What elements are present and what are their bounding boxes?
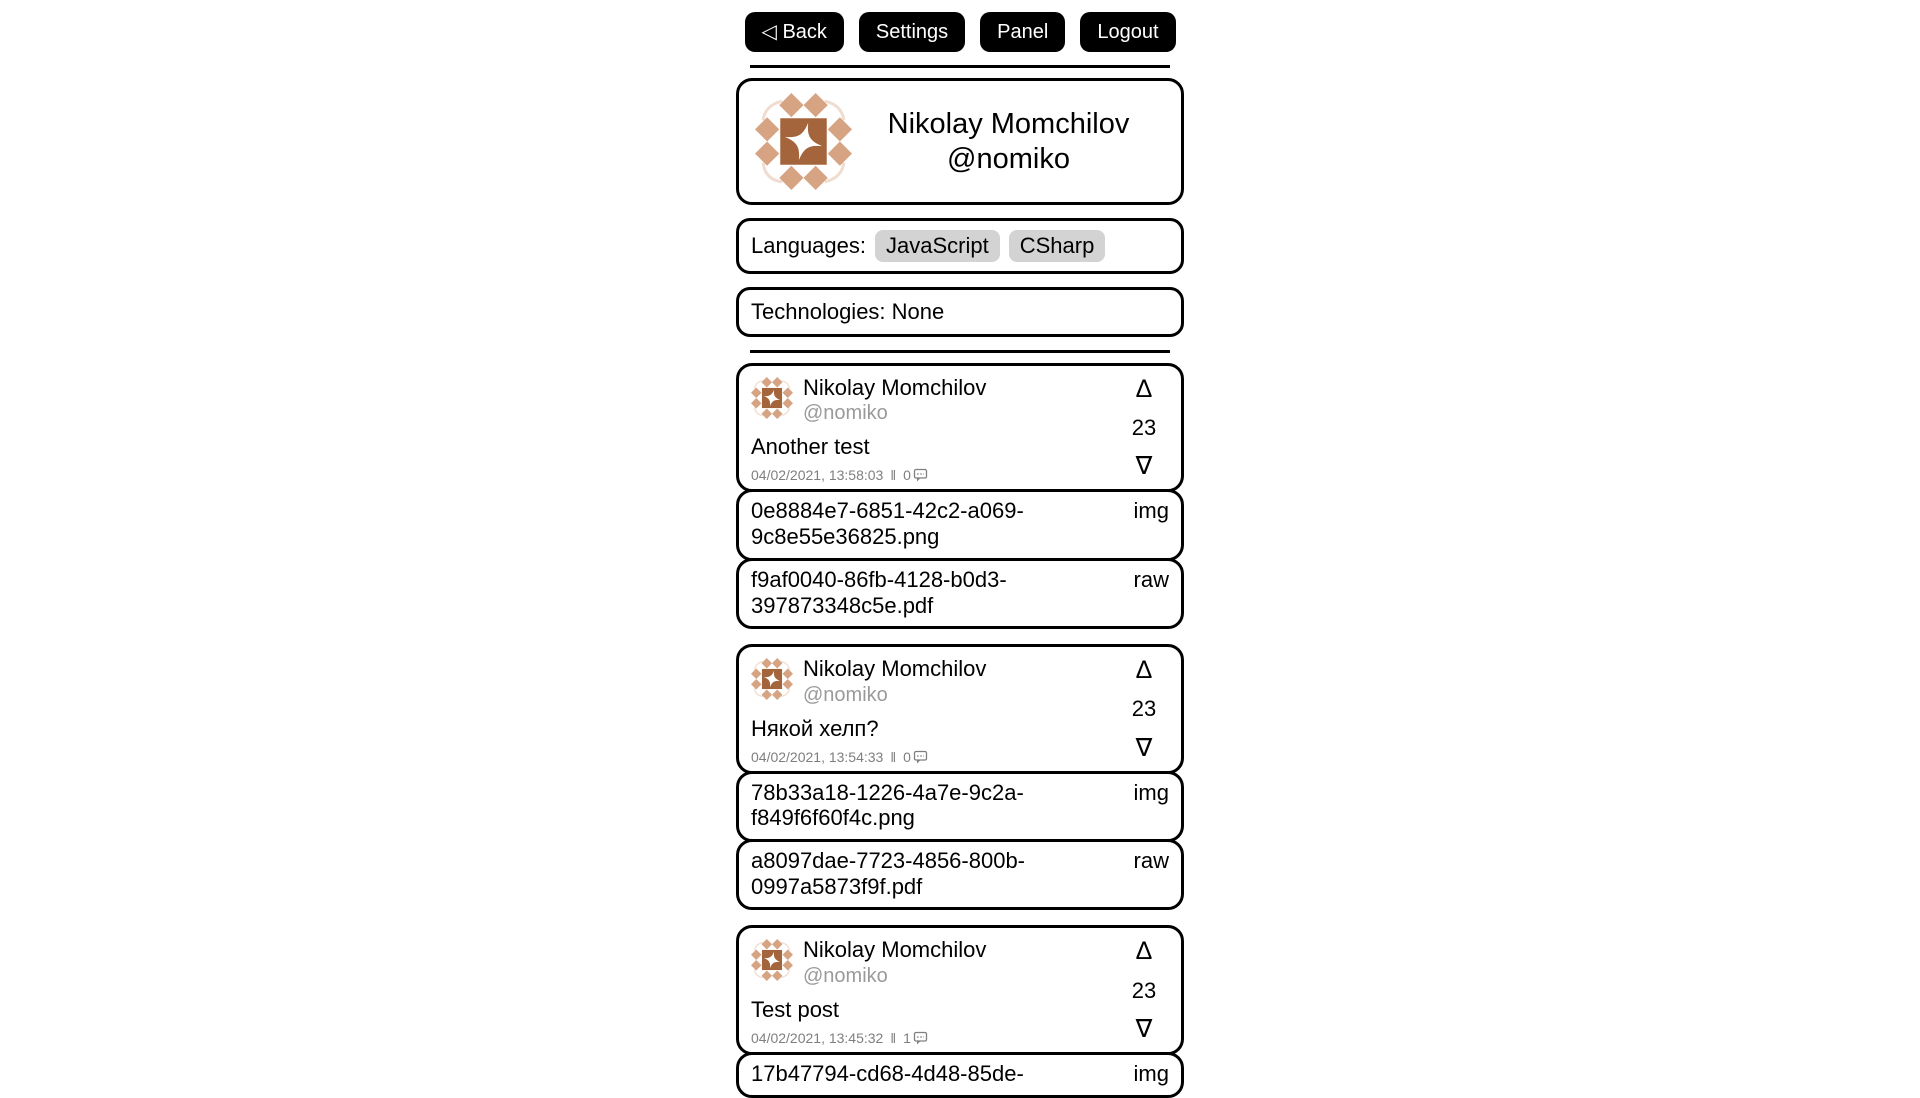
attachment-row[interactable] (736, 489, 1184, 560)
downvote-button[interactable]: ∇ (1135, 1014, 1153, 1043)
attachment-type-badge: img (1133, 779, 1169, 805)
attachment-filename: f9af0040-86fb-4128-b0d3-397873348c5e.pdf (751, 566, 1007, 618)
profile-name: Nikolay Momchilov (887, 108, 1130, 141)
vote-count: 23 (1131, 696, 1157, 722)
post-timestamp: 04/02/2021, 13:45:32 (751, 1029, 884, 1046)
post-avatar-identicon (751, 658, 793, 700)
post-timestamp: 04/02/2021, 13:54:33 (751, 748, 884, 765)
post-author-name: Nikolay Momchilov (803, 375, 987, 400)
technologies-label: Technologies: None (751, 299, 945, 324)
post-meta (751, 1030, 1123, 1046)
post-author-handle: @nomiko (803, 964, 888, 987)
attachment-row[interactable] (736, 771, 1184, 842)
vote-column (1123, 656, 1171, 764)
post-card[interactable] (736, 363, 1184, 492)
comment-count-value: 0 (903, 748, 911, 765)
downvote-button[interactable]: ∇ (1135, 733, 1153, 762)
upvote-button[interactable]: Δ (1135, 375, 1153, 403)
vote-count: 23 (1131, 977, 1157, 1003)
post-group (736, 644, 1184, 910)
upvote-button[interactable]: Δ (1135, 656, 1153, 685)
post-title: Някой хелп? (751, 715, 879, 741)
post-avatar-identicon (751, 939, 793, 981)
profile-name-block (852, 107, 1165, 175)
downvote-button[interactable]: ∇ (1135, 452, 1153, 481)
post-avatar-identicon (751, 377, 793, 419)
vote-count: 23 (1131, 415, 1157, 441)
profile-page (736, 0, 1184, 1098)
back-button[interactable]: ◁ Back (745, 12, 844, 52)
languages-label: Languages: (751, 233, 866, 258)
language-tag-csharp: CSharp (1009, 230, 1106, 262)
languages-card (736, 218, 1184, 274)
toolbar (736, 0, 1184, 52)
vote-column (1123, 937, 1171, 1045)
profile-avatar-identicon (755, 93, 852, 190)
attachment-filename: 78b33a18-1226-4a7e-9c2a-f849f6f60f4c.png (751, 779, 1024, 831)
post-header (751, 375, 1123, 425)
attachment-filename: 0e8884e7-6851-42c2-a069-9c8e55e36825.png (751, 498, 1024, 550)
post-main (751, 375, 1123, 483)
attachment-type-badge: img (1133, 1060, 1169, 1086)
comment-icon (913, 750, 928, 764)
vote-column (1123, 375, 1171, 483)
post-meta (751, 749, 1123, 765)
post-title: Test post (751, 996, 840, 1022)
language-tag-javascript: JavaScript (875, 230, 1000, 262)
technologies-card (736, 287, 1184, 337)
profile-handle: @nomiko (947, 142, 1070, 175)
comment-count-value: 0 (903, 467, 911, 484)
logout-button[interactable]: Logout (1080, 12, 1175, 52)
attachment-row[interactable] (736, 1052, 1184, 1098)
attachment-type-badge: raw (1133, 566, 1169, 592)
attachment-type-badge: raw (1133, 848, 1169, 873)
meta-divider: ‖ (890, 748, 897, 765)
post-timestamp: 04/02/2021, 13:58:03 (751, 467, 884, 484)
post-title: Another test (751, 434, 870, 460)
post-header (751, 656, 1123, 706)
post-group (736, 363, 1184, 629)
comment-count (903, 749, 928, 765)
post-main (751, 656, 1123, 764)
divider-top (750, 65, 1170, 68)
settings-button[interactable]: Settings (859, 12, 965, 52)
meta-divider: ‖ (890, 1029, 897, 1046)
post-author-name: Nikolay Momchilov (803, 937, 987, 963)
divider-posts (750, 350, 1170, 353)
post-author-handle: @nomiko (803, 402, 888, 425)
comment-icon (913, 1031, 928, 1045)
post-card[interactable] (736, 644, 1184, 773)
post-header (751, 937, 1123, 987)
attachment-type-badge: img (1133, 498, 1169, 524)
post-author-handle: @nomiko (803, 683, 888, 706)
comment-icon (913, 468, 928, 482)
post-card[interactable] (736, 925, 1184, 1054)
post-main (751, 937, 1123, 1045)
upvote-button[interactable]: Δ (1135, 937, 1153, 966)
attachment-filename: a8097dae-7723-4856-800b-0997a5873f9f.pdf (751, 848, 1026, 899)
comment-count-value: 1 (903, 1029, 911, 1046)
post-group (736, 925, 1184, 1097)
attachment-row[interactable] (736, 839, 1184, 910)
meta-divider: ‖ (890, 467, 897, 484)
attachment-row[interactable] (736, 558, 1184, 629)
post-author-name: Nikolay Momchilov (803, 656, 987, 682)
comment-count (903, 467, 928, 483)
comment-count (903, 1030, 928, 1046)
attachment-filename: 17b47794-cd68-4d48-85de- (751, 1060, 1024, 1086)
profile-card (736, 78, 1184, 205)
post-meta (751, 467, 1123, 483)
panel-button[interactable]: Panel (980, 12, 1065, 52)
